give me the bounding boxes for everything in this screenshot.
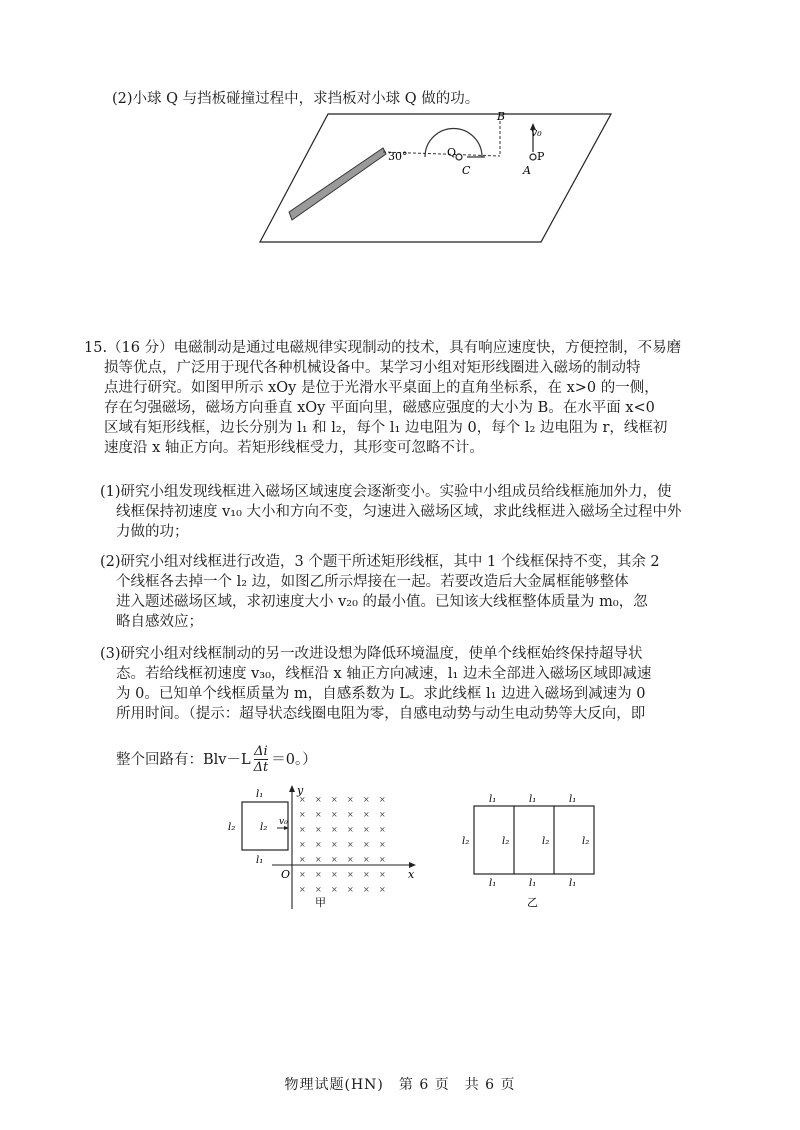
field-cross: ×: [363, 855, 370, 864]
magnetic-field: [299, 795, 386, 894]
field-cross: ×: [363, 870, 370, 879]
field-cross: ×: [347, 810, 354, 819]
label-A: A: [523, 164, 531, 177]
figure-jia: [222, 784, 422, 914]
question-15-part-1: [100, 482, 682, 542]
coil-l1-top: l₁: [256, 789, 264, 800]
part2-line-2: 个线框各去掉一个 l₂ 边，如图乙所示焊接在一起。若要改造后大金属框能够整体: [116, 574, 629, 590]
intro-line-4: 存在匀强磁场，磁场方向垂直 xOy 平面向里，磁感应强度的大小为 B。在水平面 x<0: [104, 400, 655, 416]
label-B: B: [497, 110, 506, 123]
figure-jia-caption: 甲: [315, 896, 326, 909]
field-cross: ×: [347, 885, 354, 894]
y-axis-arrow: [289, 785, 295, 792]
formula-denominator: Δt: [253, 760, 269, 775]
field-cross: ×: [299, 885, 306, 894]
part2-line-1: (2)研究小组对线框进行改造，3 个题干所述矩形线框，其中 1 个线框保持不变，其余 2: [100, 554, 660, 570]
part1-line-3: 力做的功；: [116, 524, 189, 540]
field-cross: ×: [363, 810, 370, 819]
field-cross: ×: [331, 870, 338, 879]
part2-line-3: 进入题述磁场区域，求初速度大小 v₂₀ 的最小值。已知该大线框整体质量为 m₀，忽: [116, 594, 648, 610]
question-15-intro: [84, 338, 681, 458]
combined-frame: [474, 806, 594, 874]
angle-label: 30°: [388, 150, 408, 163]
yi-l2-inner-2: l₂: [542, 836, 550, 847]
field-cross: ×: [315, 825, 322, 834]
field-cross: ×: [299, 795, 306, 804]
field-cross: ×: [363, 795, 370, 804]
yi-l1-bottom-3: l₁: [569, 878, 577, 889]
field-cross: ×: [299, 825, 306, 834]
label-C: C: [462, 164, 471, 177]
field-cross: ×: [299, 840, 306, 849]
intro-line-1: 15.（16 分）电磁制动是通过电磁规律实现制动的技术，具有响应速度快，方便控制，不易磨: [84, 340, 682, 356]
label-Q: Q: [447, 146, 457, 159]
field-cross: ×: [331, 855, 338, 864]
field-cross: ×: [331, 825, 338, 834]
intro-line-6: 速度沿 x 轴正方向。若矩形线框受力，其形变可忽略不计。: [104, 440, 484, 456]
plane-outline: [260, 114, 611, 242]
ball-p: [530, 154, 536, 160]
part3-line-2: 态。若给线框初速度 v₃₀，线框沿 x 轴正方向减速，l₁ 边未全部进入磁场区域即减速: [116, 666, 652, 682]
formula-suffix: ＝0。）: [271, 751, 317, 768]
question-14-part-2: (2)小球 Q 与挡板碰撞过程中，求挡板对小球 Q 做的功。: [112, 91, 480, 107]
coil-l1-bottom: l₁: [256, 855, 264, 866]
field-cross: ×: [379, 885, 386, 894]
part1-line-2: 线框保持初速度 v₁₀ 大小和方向不变，匀速进入磁场区域，求此线框进入磁场全过程中外: [116, 504, 682, 520]
field-cross: ×: [379, 870, 386, 879]
field-cross: ×: [331, 840, 338, 849]
yi-l1-top-2: l₁: [529, 794, 537, 805]
formula-fraction: [254, 744, 269, 775]
field-cross: ×: [299, 855, 306, 864]
label-v0: v₀: [531, 126, 542, 139]
figure-yi: [458, 788, 618, 912]
yi-l2-left: l₂: [462, 836, 470, 847]
origin-label: O: [281, 868, 291, 881]
field-cross: ×: [315, 810, 322, 819]
figure-inclined-plane: [255, 108, 615, 248]
field-cross: ×: [315, 870, 322, 879]
field-cross: ×: [347, 870, 354, 879]
yi-l2-right: l₂: [582, 836, 590, 847]
field-cross: ×: [363, 885, 370, 894]
formula-line: [116, 744, 317, 775]
field-cross: ×: [299, 870, 306, 879]
yi-l1-bottom-2: l₁: [529, 878, 537, 889]
part3-line-3: 为 0。已知单个线框质量为 m，自感系数为 L。求此线框 l₁ 边进入磁场到减速为 0: [116, 686, 646, 702]
yi-l1-top-1: l₁: [489, 794, 497, 805]
ball-q: [456, 154, 462, 160]
field-cross: ×: [331, 795, 338, 804]
intro-line-5: 区域有矩形线框，边长分别为 l₁ 和 l₂，每个 l₁ 边电阻为 0，每个 l₂ 边电阻为 r，线框初: [104, 420, 668, 436]
formula-numerator: Δi: [254, 744, 268, 759]
yi-l2-inner-1: l₂: [502, 836, 510, 847]
field-cross: ×: [315, 885, 322, 894]
part3-line-1: (3)研究小组对线框制动的另一改进设想为降低环境温度，使单个线框始终保持超导状: [100, 646, 643, 662]
page-footer: 物理试题(HN) 第 6 页 共 6 页: [284, 1077, 516, 1093]
velocity-label: v₀: [279, 817, 288, 827]
field-cross: ×: [379, 810, 386, 819]
field-cross: ×: [347, 855, 354, 864]
figure-yi-caption: 乙: [527, 896, 538, 909]
field-cross: ×: [347, 840, 354, 849]
field-cross: ×: [379, 855, 386, 864]
field-cross: ×: [347, 825, 354, 834]
question-15-part-2: [100, 552, 660, 632]
field-cross: ×: [331, 885, 338, 894]
yi-l1-top-3: l₁: [569, 794, 577, 805]
intro-line-2: 损等优点，广泛用于现代各种机械设备中。某学习小组对矩形线圈进入磁场的制动特: [104, 360, 641, 376]
field-cross: ×: [315, 855, 322, 864]
field-cross: ×: [363, 840, 370, 849]
yi-l1-bottom-1: l₁: [489, 878, 497, 889]
axis-y-label: y: [297, 784, 304, 797]
question-15-part-3: [100, 644, 651, 724]
part3-line-4: 所用时间。（提示：超导状态线圈电阻为零，自感电动势与动生电动势等大反向，即: [116, 706, 646, 722]
field-cross: ×: [347, 795, 354, 804]
part1-line-1: (1)研究小组发现线框进入磁场区域速度会逐渐变小。实验中小组成员给线框施加外力，使: [100, 484, 672, 500]
field-cross: ×: [379, 840, 386, 849]
label-P: P: [537, 150, 545, 163]
part2-line-4: 略自感效应；: [116, 614, 203, 630]
coil-l2-left: l₂: [228, 822, 236, 833]
field-cross: ×: [315, 795, 322, 804]
field-cross: ×: [315, 840, 322, 849]
field-cross: ×: [379, 795, 386, 804]
field-cross: ×: [331, 810, 338, 819]
axis-x-label: x: [408, 868, 415, 881]
formula-prefix: 整个回路有：Blv－L: [116, 751, 251, 768]
field-cross: ×: [299, 810, 306, 819]
coil-l2-inner: l₂: [260, 822, 268, 833]
intro-line-3: 点进行研究。如图甲所示 xOy 是位于光滑水平桌面上的直角坐标系，在 x>0 的一侧，: [104, 380, 659, 396]
field-cross: ×: [363, 825, 370, 834]
field-cross: ×: [379, 825, 386, 834]
